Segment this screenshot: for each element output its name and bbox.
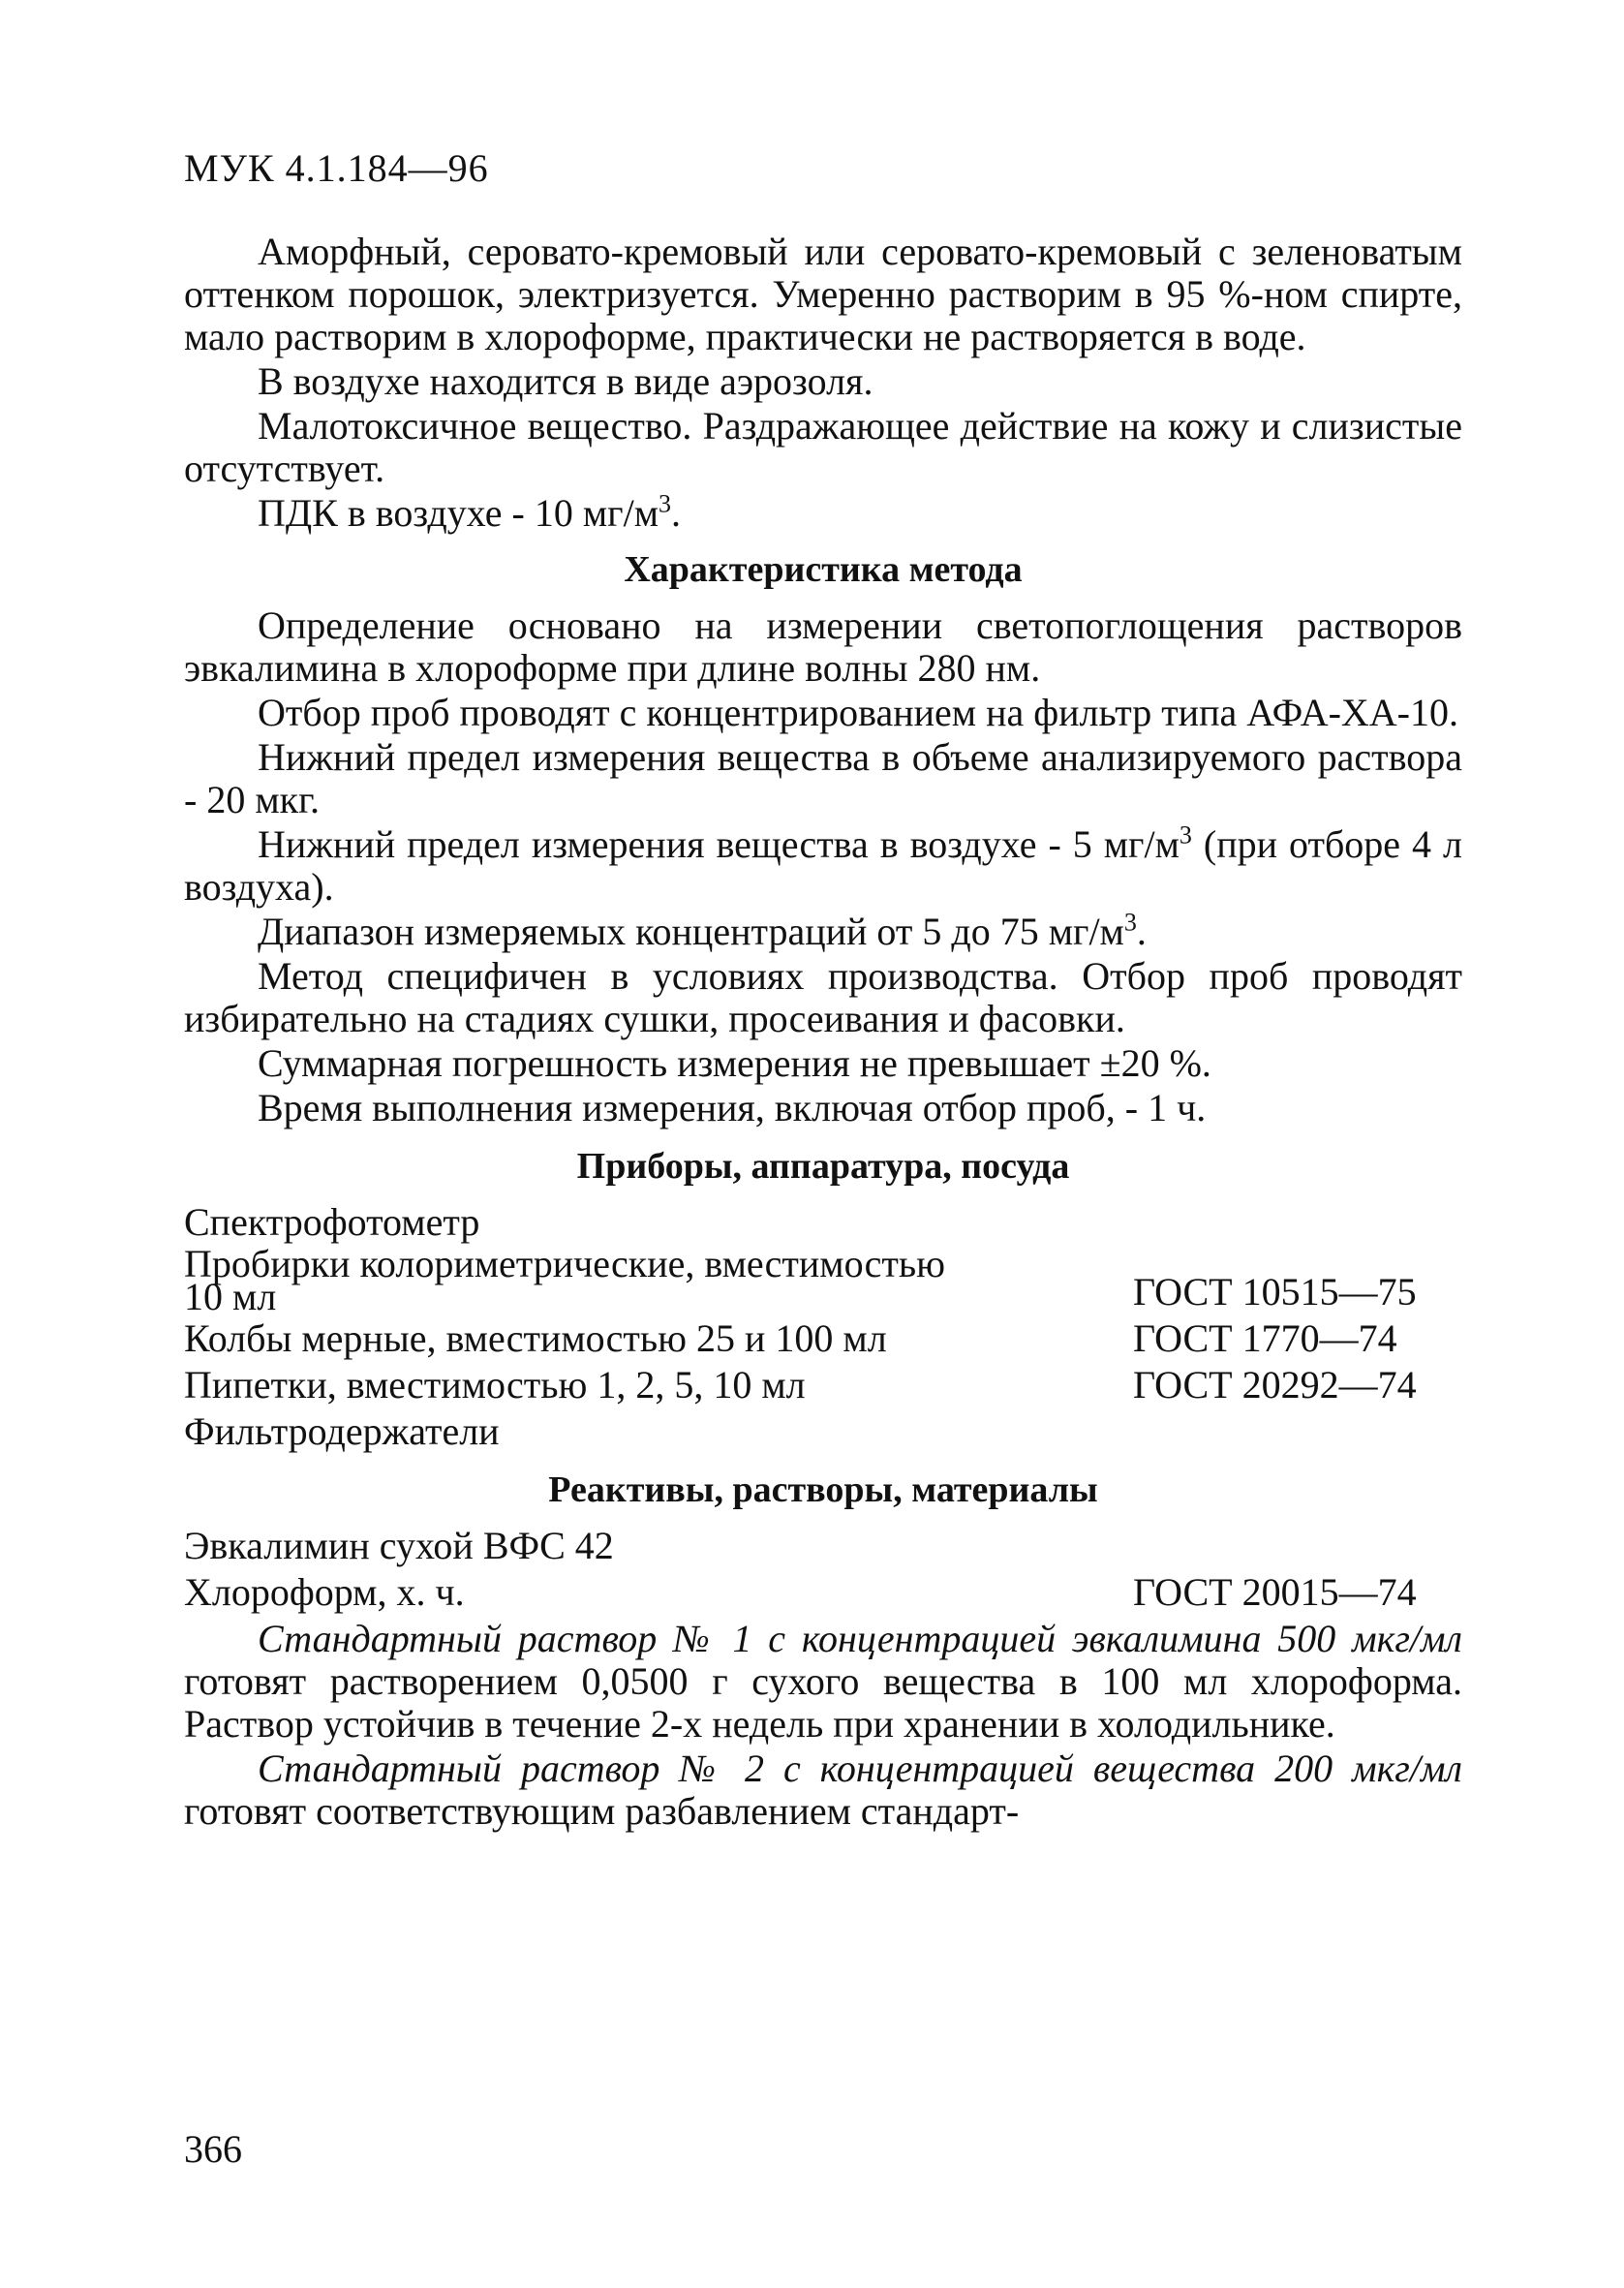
equipment-item-test-tubes xyxy=(184,1242,1462,1318)
equipment-item-label: Пробирки колориметрические, вместимостью xyxy=(184,1242,945,1285)
method-paragraph-7: Суммарная погрешность измерения не превышает ±20 %. xyxy=(258,1041,1211,1085)
equipment-standard: ГОСТ 20292—74 xyxy=(1133,1363,1417,1407)
standard-solution-1-paragraph: Стандартный раствор № 1 с концентрацией эвкалимина 500 мкг/мл готовят растворением 0,0500 г сухого вещества в 100 мл хлороформа. Раствор устойчив в течение 2-х недель при хранении в холодильнике. xyxy=(184,1617,1462,1746)
equipment-item-label: Пипетки, вместимостью 1, 2, 5, 10 мл xyxy=(184,1363,806,1407)
equipment-item-spectrophotometer: Спектрофотометр xyxy=(184,1200,480,1244)
equipment-item-flasks xyxy=(184,1317,1462,1360)
method-paragraph-4: Нижний предел измерения вещества в воздухе - 5 $мг/м^3$ (при отборе 4 л воздуха). xyxy=(184,820,1462,909)
reagent-item-label: Хлороформ, х. ч. xyxy=(184,1570,465,1614)
method-paragraph-1: Определение основано на измерении светопоглощения растворов эвкалимина в хлороформе при длине волны 280 нм. xyxy=(184,603,1462,690)
standard-solution-2-paragraph: Стандартный раствор № 2 с концентрацией вещества 200 мкг/мл готовят соответствующим разбавлением стандарт- xyxy=(184,1747,1462,1833)
equipment-item-pipettes xyxy=(184,1364,1462,1407)
reagent-item-eucalimin: Эвкалимин сухой ВФС 42 xyxy=(184,1524,614,1567)
equipment-standard: ГОСТ 10515—75 xyxy=(1133,1270,1417,1314)
section-title-method: Характеристика метода xyxy=(624,549,1023,590)
method-paragraph-8: Время выполнения измерения, включая отбор проб, - 1 ч. xyxy=(258,1086,1207,1129)
equipment-item-label: 10 мл xyxy=(184,1275,277,1318)
reagent-standard: ГОСТ 20015—74 xyxy=(1133,1570,1417,1614)
intro-paragraph-1: Аморфный, серовато-кремовый или серовато-кремовый с зеленоватым оттенком порошок, электризуется. Умеренно растворим в 95 %-ном спирте, мало растворим в хлороформе, практически не растворяется в воде. xyxy=(184,230,1462,358)
method-paragraph-3: Нижний предел измерения вещества в объеме анализируемого раствора - 20 мкг. xyxy=(184,735,1462,821)
method-paragraph-2: Отбор проб проводят с концентрированием на фильтр типа АФА-ХА-10. xyxy=(258,691,1458,734)
intro-paragraph-2: В воздухе находится в виде аэрозоля. xyxy=(258,359,873,403)
method-paragraph-5: Диапазон измеряемых концентраций от 5 до 75 $мг/м^3$. xyxy=(258,908,1147,953)
equipment-item-filter-holders: Фильтродержатели xyxy=(184,1409,500,1453)
equipment-item-label: Колбы мерные, вместимостью 25 и 100 мл xyxy=(184,1316,887,1360)
section-title-reagents: Реактивы, растворы, материалы xyxy=(548,1469,1098,1510)
document-body xyxy=(184,231,1462,1833)
page-number: 366 xyxy=(184,2127,242,2171)
intro-paragraph-3: Малотоксичное вещество. Раздражающее действие на кожу и слизистые отсутствует. xyxy=(184,404,1462,490)
equipment-standard: ГОСТ 1770—74 xyxy=(1133,1316,1397,1360)
reagent-item-chloroform xyxy=(184,1571,1462,1614)
section-title-equipment: Приборы, аппаратура, посуда xyxy=(576,1146,1070,1187)
document-code: МУК 4.1.184—96 xyxy=(184,146,489,190)
method-paragraph-6: Метод специфичен в условиях производства. Отбор проб проводят избирательно на стадиях сушки, просеивания и фасовки. xyxy=(184,954,1462,1040)
intro-paragraph-4: ПДК в воздухе - 10 $мг/м^3$. xyxy=(258,489,682,535)
